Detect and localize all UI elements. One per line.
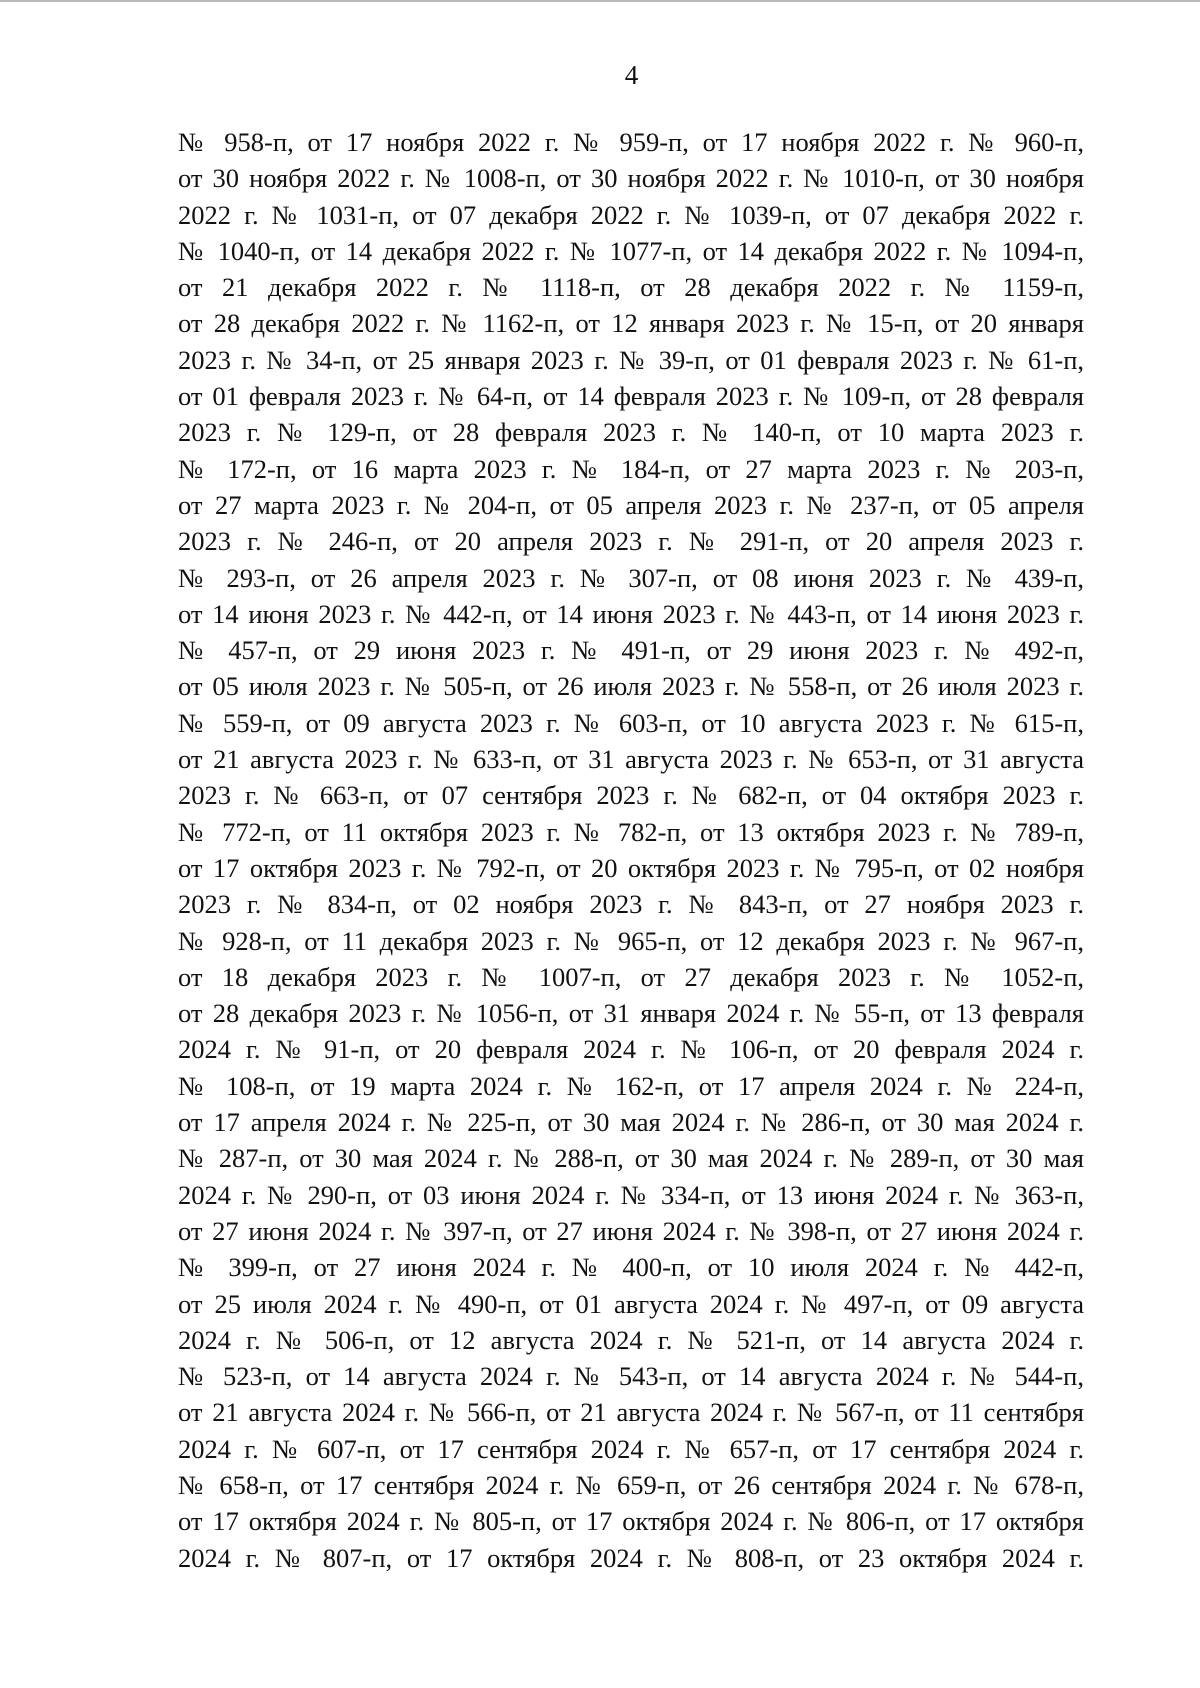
text-line: № 1040-п, от 14 декабря 2022 г. № 1077-п, от 14 декабря 2022 г. № 1094-п,: [178, 235, 1084, 266]
text-line: от 05 июля 2023 г. № 505-п, от 26 июля 2023 г. № 558-п, от 26 июля 2023 г.: [178, 671, 1084, 702]
text-line: № 658-п, от 17 сентября 2024 г. № 659-п, от 26 сентября 2024 г. № 678-п,: [178, 1469, 1084, 1500]
text-line: 2022 г. № 1031-п, от 07 декабря 2022 г. № 1039-п, от 07 декабря 2022 г.: [178, 199, 1084, 230]
text-line: 2024 г. № 607-п, от 17 сентября 2024 г. № 657-п, от 17 сентября 2024 г.: [178, 1433, 1084, 1464]
text-line: 2023 г. № 34-п, от 25 января 2023 г. № 39-п, от 01 февраля 2023 г. № 61-п,: [178, 344, 1084, 375]
text-line: от 28 декабря 2022 г. № 1162-п, от 12 января 2023 г. № 15-п, от 20 января: [178, 308, 1084, 339]
text-line: от 25 июля 2024 г. № 490-п, от 01 августа 2024 г. № 497-п, от 09 августа: [178, 1288, 1084, 1319]
text-line: от 17 апреля 2024 г. № 225-п, от 30 мая 2024 г. № 286-п, от 30 мая 2024 г.: [178, 1107, 1084, 1138]
text-line: № 928-п, от 11 декабря 2023 г. № 965-п, от 12 декабря 2023 г. № 967-п,: [178, 925, 1084, 956]
text-line: от 21 августа 2023 г. № 633-п, от 31 августа 2023 г. № 653-п, от 31 августа: [178, 744, 1084, 775]
text-line: от 14 июня 2023 г. № 442-п, от 14 июня 2023 г. № 443-п, от 14 июня 2023 г.: [178, 598, 1084, 629]
text-line: 2023 г. № 246-п, от 20 апреля 2023 г. № 291-п, от 20 апреля 2023 г.: [178, 526, 1084, 557]
text-line: от 21 августа 2024 г. № 566-п, от 21 августа 2024 г. № 567-п, от 11 сентября: [178, 1397, 1084, 1428]
scan-top-edge: [0, 0, 1200, 2]
text-line: № 108-п, от 19 марта 2024 г. № 162-п, от 17 апреля 2024 г. № 224-п,: [178, 1070, 1084, 1101]
text-line: № 399-п, от 27 июня 2024 г. № 400-п, от 10 июля 2024 г. № 442-п,: [178, 1252, 1084, 1283]
text-line: от 01 февраля 2023 г. № 64-п, от 14 февраля 2023 г. № 109-п, от 28 февраля: [178, 381, 1084, 412]
text-line: от 21 декабря 2022 г. № 1118-п, от 28 декабря 2022 г. № 1159-п,: [178, 272, 1084, 303]
text-line: № 559-п, от 09 августа 2023 г. № 603-п, от 10 августа 2023 г. № 615-п,: [178, 707, 1084, 738]
text-line: от 17 октября 2024 г. № 805-п, от 17 октября 2024 г. № 806-п, от 17 октября: [178, 1506, 1084, 1537]
text-line: 2024 г. № 91-п, от 20 февраля 2024 г. № 106-п, от 20 февраля 2024 г.: [178, 1034, 1084, 1065]
text-line: 2024 г. № 807-п, от 17 октября 2024 г. № 808-п, от 23 октября 2024 г.: [178, 1542, 1084, 1573]
text-line: № 293-п, от 26 апреля 2023 г. № 307-п, от 08 июня 2023 г. № 439-п,: [178, 562, 1084, 593]
text-line: 2024 г. № 290-п, от 03 июня 2024 г. № 334-п, от 13 июня 2024 г. № 363-п,: [178, 1179, 1084, 1210]
text-line: 2023 г. № 834-п, от 02 ноября 2023 г. № 843-п, от 27 ноября 2023 г.: [178, 889, 1084, 920]
page-number: 4: [624, 60, 639, 90]
text-line: № 958-п, от 17 ноября 2022 г. № 959-п, от 17 ноября 2022 г. № 960-п,: [178, 127, 1084, 157]
text-line: № 523-п, от 14 августа 2024 г. № 543-п, от 14 августа 2024 г. № 544-п,: [178, 1361, 1084, 1392]
text-line: № 172-п, от 16 марта 2023 г. № 184-п, от 27 марта 2023 г. № 203-п,: [178, 453, 1084, 484]
text-line: № 457-п, от 29 июня 2023 г. № 491-п, от 29 июня 2023 г. № 492-п,: [178, 635, 1084, 666]
text-line: № 772-п, от 11 октября 2023 г. № 782-п, от 13 октября 2023 г. № 789-п,: [178, 816, 1084, 847]
text-line: № 287-п, от 30 мая 2024 г. № 288-п, от 30 мая 2024 г. № 289-п, от 30 мая: [178, 1143, 1084, 1174]
text-line: от 27 июня 2024 г. № 397-п, от 27 июня 2024 г. № 398-п, от 27 июня 2024 г.: [178, 1215, 1084, 1246]
text-line: 2024 г. № 506-п, от 12 августа 2024 г. № 521-п, от 14 августа 2024 г.: [178, 1324, 1084, 1355]
text-line: от 28 декабря 2023 г. № 1056-п, от 31 января 2024 г. № 55-п, от 13 февраля: [178, 998, 1084, 1029]
document-body-text: [178, 124, 1084, 1576]
text-line: от 30 ноября 2022 г. № 1008-п, от 30 ноября 2022 г. № 1010-п, от 30 ноября: [178, 163, 1084, 194]
text-line: от 18 декабря 2023 г. № 1007-п, от 27 декабря 2023 г. № 1052-п,: [178, 961, 1084, 992]
text-line: от 27 марта 2023 г. № 204-п, от 05 апреля 2023 г. № 237-п, от 05 апреля: [178, 489, 1084, 520]
text-line: 2023 г. № 663-п, от 07 сентября 2023 г. № 682-п, от 04 октября 2023 г.: [178, 780, 1084, 811]
text-line: 2023 г. № 129-п, от 28 февраля 2023 г. № 140-п, от 10 марта 2023 г.: [178, 417, 1084, 448]
text-line: от 17 октября 2023 г. № 792-п, от 20 октября 2023 г. № 795-п, от 02 ноября: [178, 852, 1084, 883]
